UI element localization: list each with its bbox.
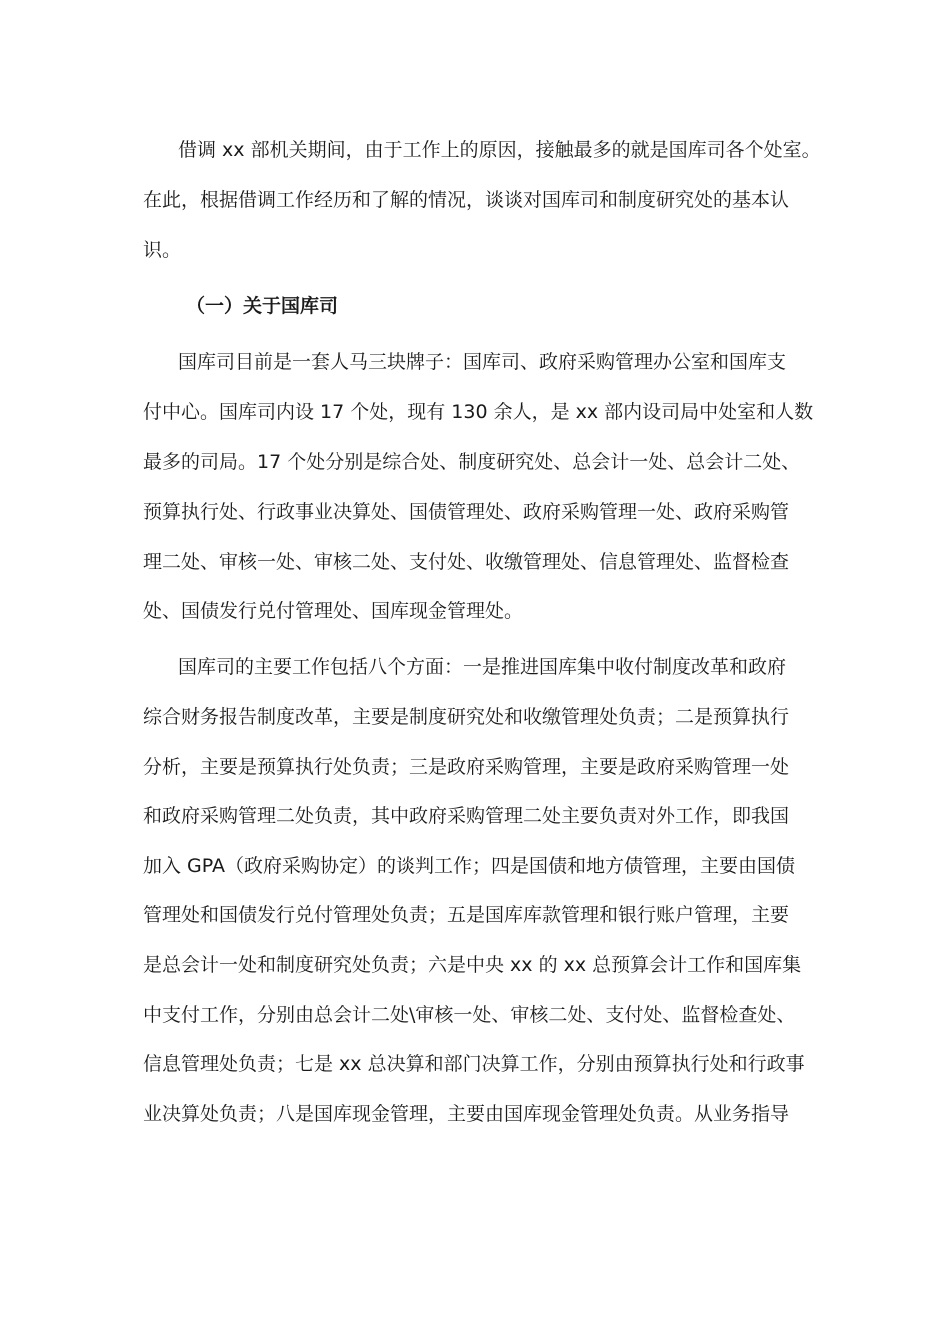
intro-line-2: 在此，根据借调工作经历和了解的情况，谈谈对国库司和制度研究处的基本认 <box>143 189 790 211</box>
intro-line-1: 借调 xx 部机关期间，由于工作上的原因，接触最多的就是国库司各个处室。 <box>178 139 821 161</box>
para3-line-4: 和政府采购管理二处负责，其中政府采购管理二处主要负责对外工作，即我国 <box>143 805 790 827</box>
para3-line-10: 业决算处负责；八是国库现金管理，主要由国库现金管理处负责。从业务指导 <box>143 1103 790 1125</box>
intro-line-3: 识。 <box>143 239 182 261</box>
para2-line-3: 最多的司局。17 个处分别是综合处、制度研究处、总会计一处、总会计二处、 <box>143 451 801 473</box>
para3-line-2: 综合财务报告制度改革，主要是制度研究处和收缴管理处负责；二是预算执行 <box>143 706 790 728</box>
para3-line-5: 加入 GPA（政府采购协定）的谈判工作；四是国债和地方债管理，主要由国债 <box>143 855 796 877</box>
para2-line-5: 理二处、审核一处、审核二处、支付处、收缴管理处、信息管理处、监督检查 <box>143 551 790 573</box>
para2-line-2: 付中心。国库司内设 17 个处，现有 130 余人，是 xx 部内设司局中处室和人数 <box>143 401 814 423</box>
para3-line-9: 信息管理处负责；七是 xx 总决算和部门决算工作，分别由预算执行处和行政事 <box>143 1053 805 1075</box>
section-heading: （一）关于国库司 <box>186 295 339 317</box>
para2-line-1: 国库司目前是一套人马三块牌子：国库司、政府采购管理办公室和国库支 <box>178 351 787 373</box>
para3-line-7: 是总会计一处和制度研究处负责；六是中央 xx 的 xx 总预算会计工作和国库集 <box>143 954 802 976</box>
para2-line-6: 处、国债发行兑付管理处、国库现金管理处。 <box>143 600 524 622</box>
para3-line-6: 管理处和国债发行兑付管理处负责；五是国库库款管理和银行账户管理，主要 <box>143 904 790 926</box>
para3-line-8: 中支付工作，分别由总会计二处\审核一处、审核二处、支付处、监督检查处、 <box>143 1004 796 1026</box>
para3-line-1: 国库司的主要工作包括八个方面：一是推进国库集中收付制度改革和政府 <box>178 656 787 678</box>
para2-line-4: 预算执行处、行政事业决算处、国债管理处、政府采购管理一处、政府采购管 <box>143 501 790 523</box>
para3-line-3: 分析，主要是预算执行处负责；三是政府采购管理，主要是政府采购管理一处 <box>143 756 790 778</box>
